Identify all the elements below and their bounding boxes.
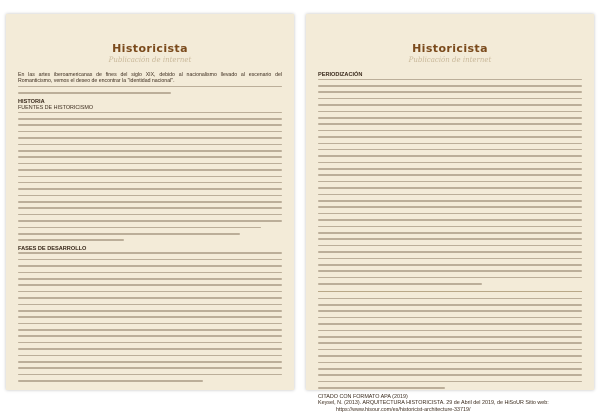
section-heading-fases: FASES DE DESARROLLO [18, 245, 87, 252]
watermark-subtitle: Publicación de internet [408, 56, 492, 64]
history-text-lines [18, 112, 282, 241]
citation-url[interactable]: https://www.hisour.com/es/historicist-architecture-33719/ [336, 406, 471, 413]
section-heading-historia: HISTORIA [18, 98, 45, 105]
periodization-text-lines [318, 79, 582, 285]
subheading-fuentes: FUENTES DE HISTORICISMO [18, 105, 94, 112]
phases-text-lines [18, 252, 282, 381]
section-divider [318, 291, 582, 292]
section-heading-periodizacion: PERIODIZACIÓN [318, 72, 363, 78]
page-title: Historicista [112, 42, 188, 55]
watermark-subtitle: Publicación de internet [108, 56, 192, 64]
citation-label: CITADO CON FORMATO APA (2019) [318, 393, 408, 400]
left-page [6, 14, 294, 390]
intro-text-lines [18, 86, 282, 94]
page-title: Historicista [412, 42, 488, 55]
citation-text: Keysel, N. (2013). ARQUITECTURA HISTORICISTA. 29 de Abril del 2019, de HiSoUR Sitio web: [318, 399, 549, 406]
decline-text-lines [318, 298, 582, 389]
right-page [306, 14, 594, 413]
intro-paragraph: En las artes iberoamericanas de fines del siglo XIX, debido al nacionalismo llevado al escenario del Romanticismo, vemos el deseo de encontrar la "identidad nacional". [18, 72, 282, 85]
